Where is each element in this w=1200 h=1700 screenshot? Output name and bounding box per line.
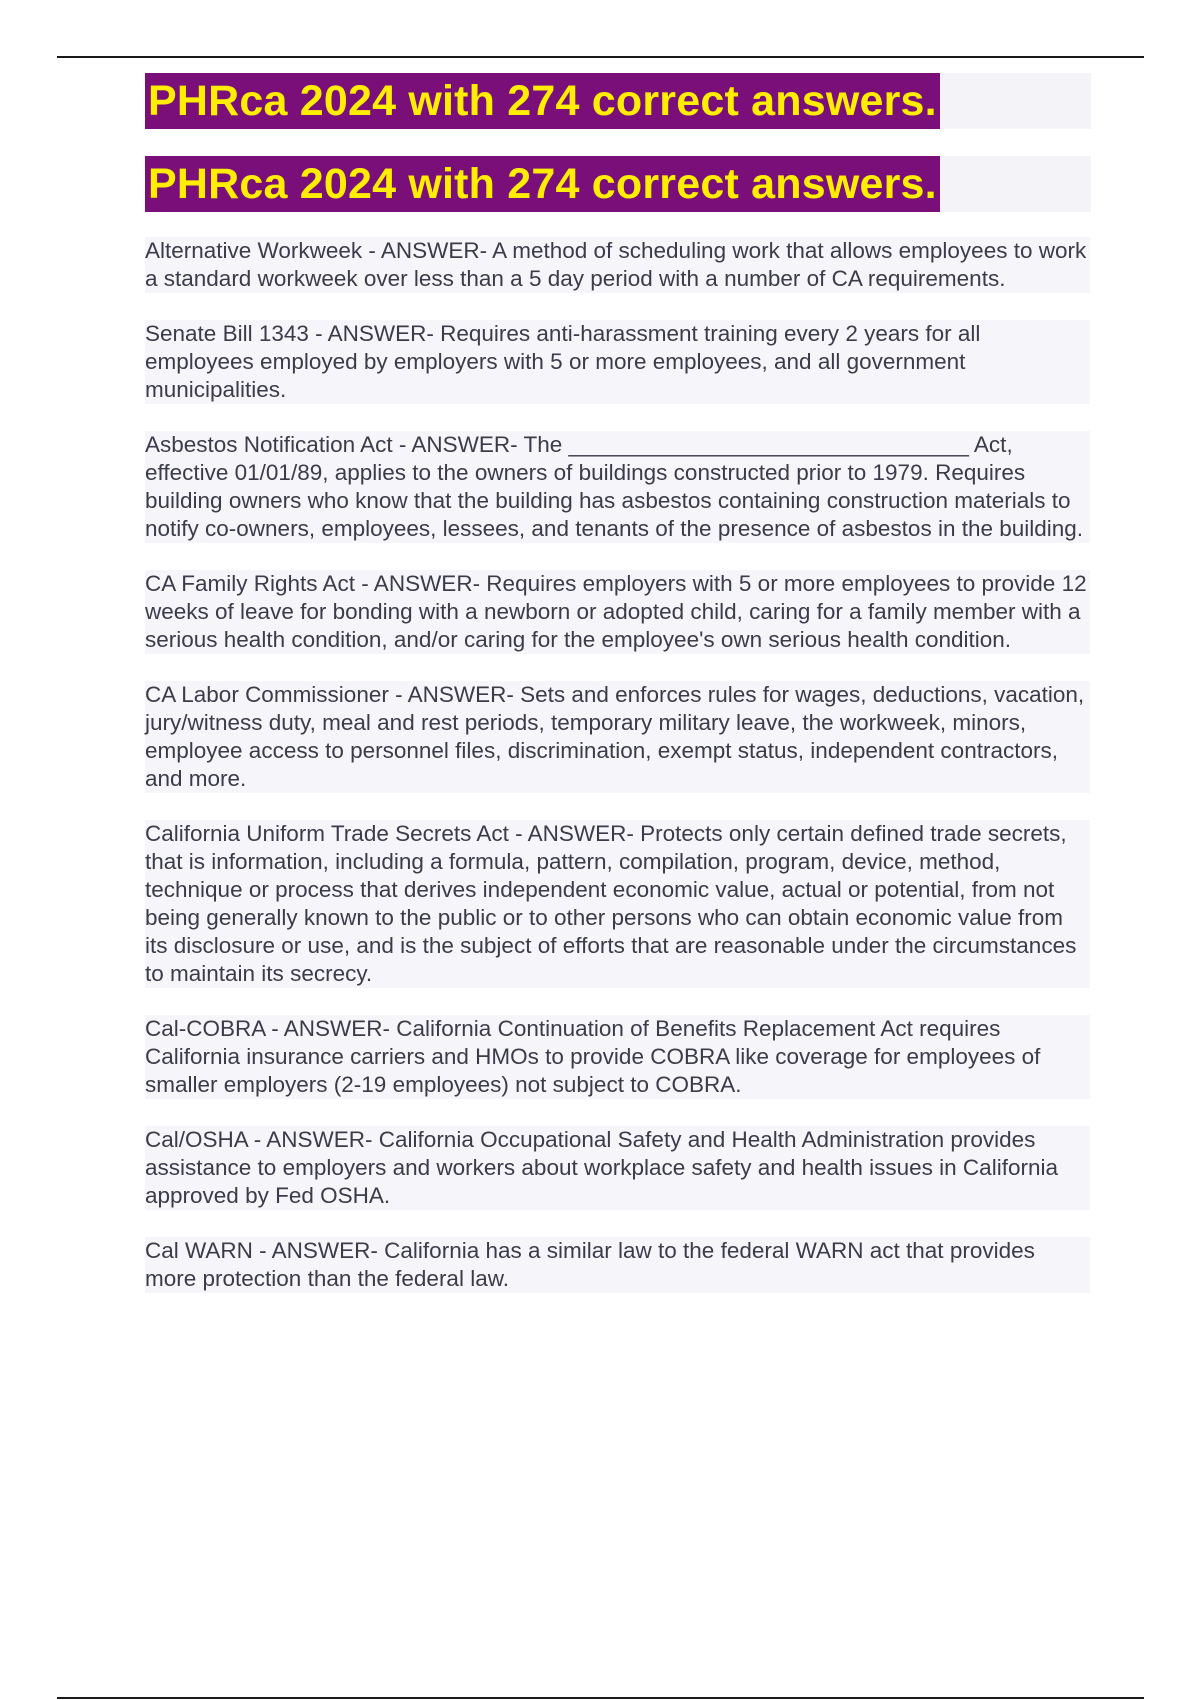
entry-ca-family-rights-act: CA Family Rights Act - ANSWER- Requires employers with 5 or more employees to provide 12 weeks of leave for bonding with a newborn or adopted child, caring for a family member with a serious health condition, and/or caring for the employee's own serious health condition.	[145, 570, 1090, 654]
entry-cal-osha: Cal/OSHA - ANSWER- California Occupational Safety and Health Administration provides assistance to employers and workers about workplace safety and health issues in California approved by Fed OSHA.	[145, 1126, 1090, 1210]
entry-cal-cobra: Cal-COBRA - ANSWER- California Continuation of Benefits Replacement Act requires California insurance carriers and HMOs to provide COBRA like coverage for employees of smaller employers (2-19 employees) not subject to COBRA.	[145, 1015, 1090, 1099]
entry-asbestos-notification-act: Asbestos Notification Act - ANSWER- The ________________________________ Act, effective 01/01/89, applies to the owners of buildings constructed prior to 1979. Requires building owners who know that the building has asbestos containing construction materials to notify co-owners, employees, lessees, and tenants of the presence of asbestos in the building.	[145, 431, 1090, 543]
entry-trade-secrets-act: California Uniform Trade Secrets Act - ANSWER- Protects only certain defined trade secrets, that is information, including a formula, pattern, compilation, program, device, method, technique or process that derives independent economic value, actual or potential, from not being generally known to the public or to other persons who can obtain economic value from its disclosure or use, and is the subject of efforts that are reasonable under the circumstances to maintain its secrecy.	[145, 820, 1090, 988]
title-block-1	[145, 73, 1091, 129]
entry-senate-bill-1343: Senate Bill 1343 - ANSWER- Requires anti-harassment training every 2 years for all employees employed by employers with 5 or more employees, and all government municipalities.	[145, 320, 1090, 404]
document-title-repeat: PHRca 2024 with 274 correct answers.	[145, 156, 940, 212]
bottom-rule	[57, 1697, 1144, 1699]
document-title: PHRca 2024 with 274 correct answers.	[145, 73, 940, 129]
title-block-2	[145, 156, 1091, 212]
top-rule	[57, 56, 1144, 58]
entry-cal-warn: Cal WARN - ANSWER- California has a similar law to the federal WARN act that provides more protection than the federal law.	[145, 1237, 1090, 1293]
entry-ca-labor-commissioner: CA Labor Commissioner - ANSWER- Sets and enforces rules for wages, deductions, vacation, jury/witness duty, meal and rest periods, temporary military leave, the workweek, minors, employee access to personnel files, discrimination, exempt status, independent contractors, and more.	[145, 681, 1090, 793]
entry-alternative-workweek: Alternative Workweek - ANSWER- A method of scheduling work that allows employees to work a standard workweek over less than a 5 day period with a number of CA requirements.	[145, 237, 1090, 293]
answer-list	[145, 237, 1090, 1320]
